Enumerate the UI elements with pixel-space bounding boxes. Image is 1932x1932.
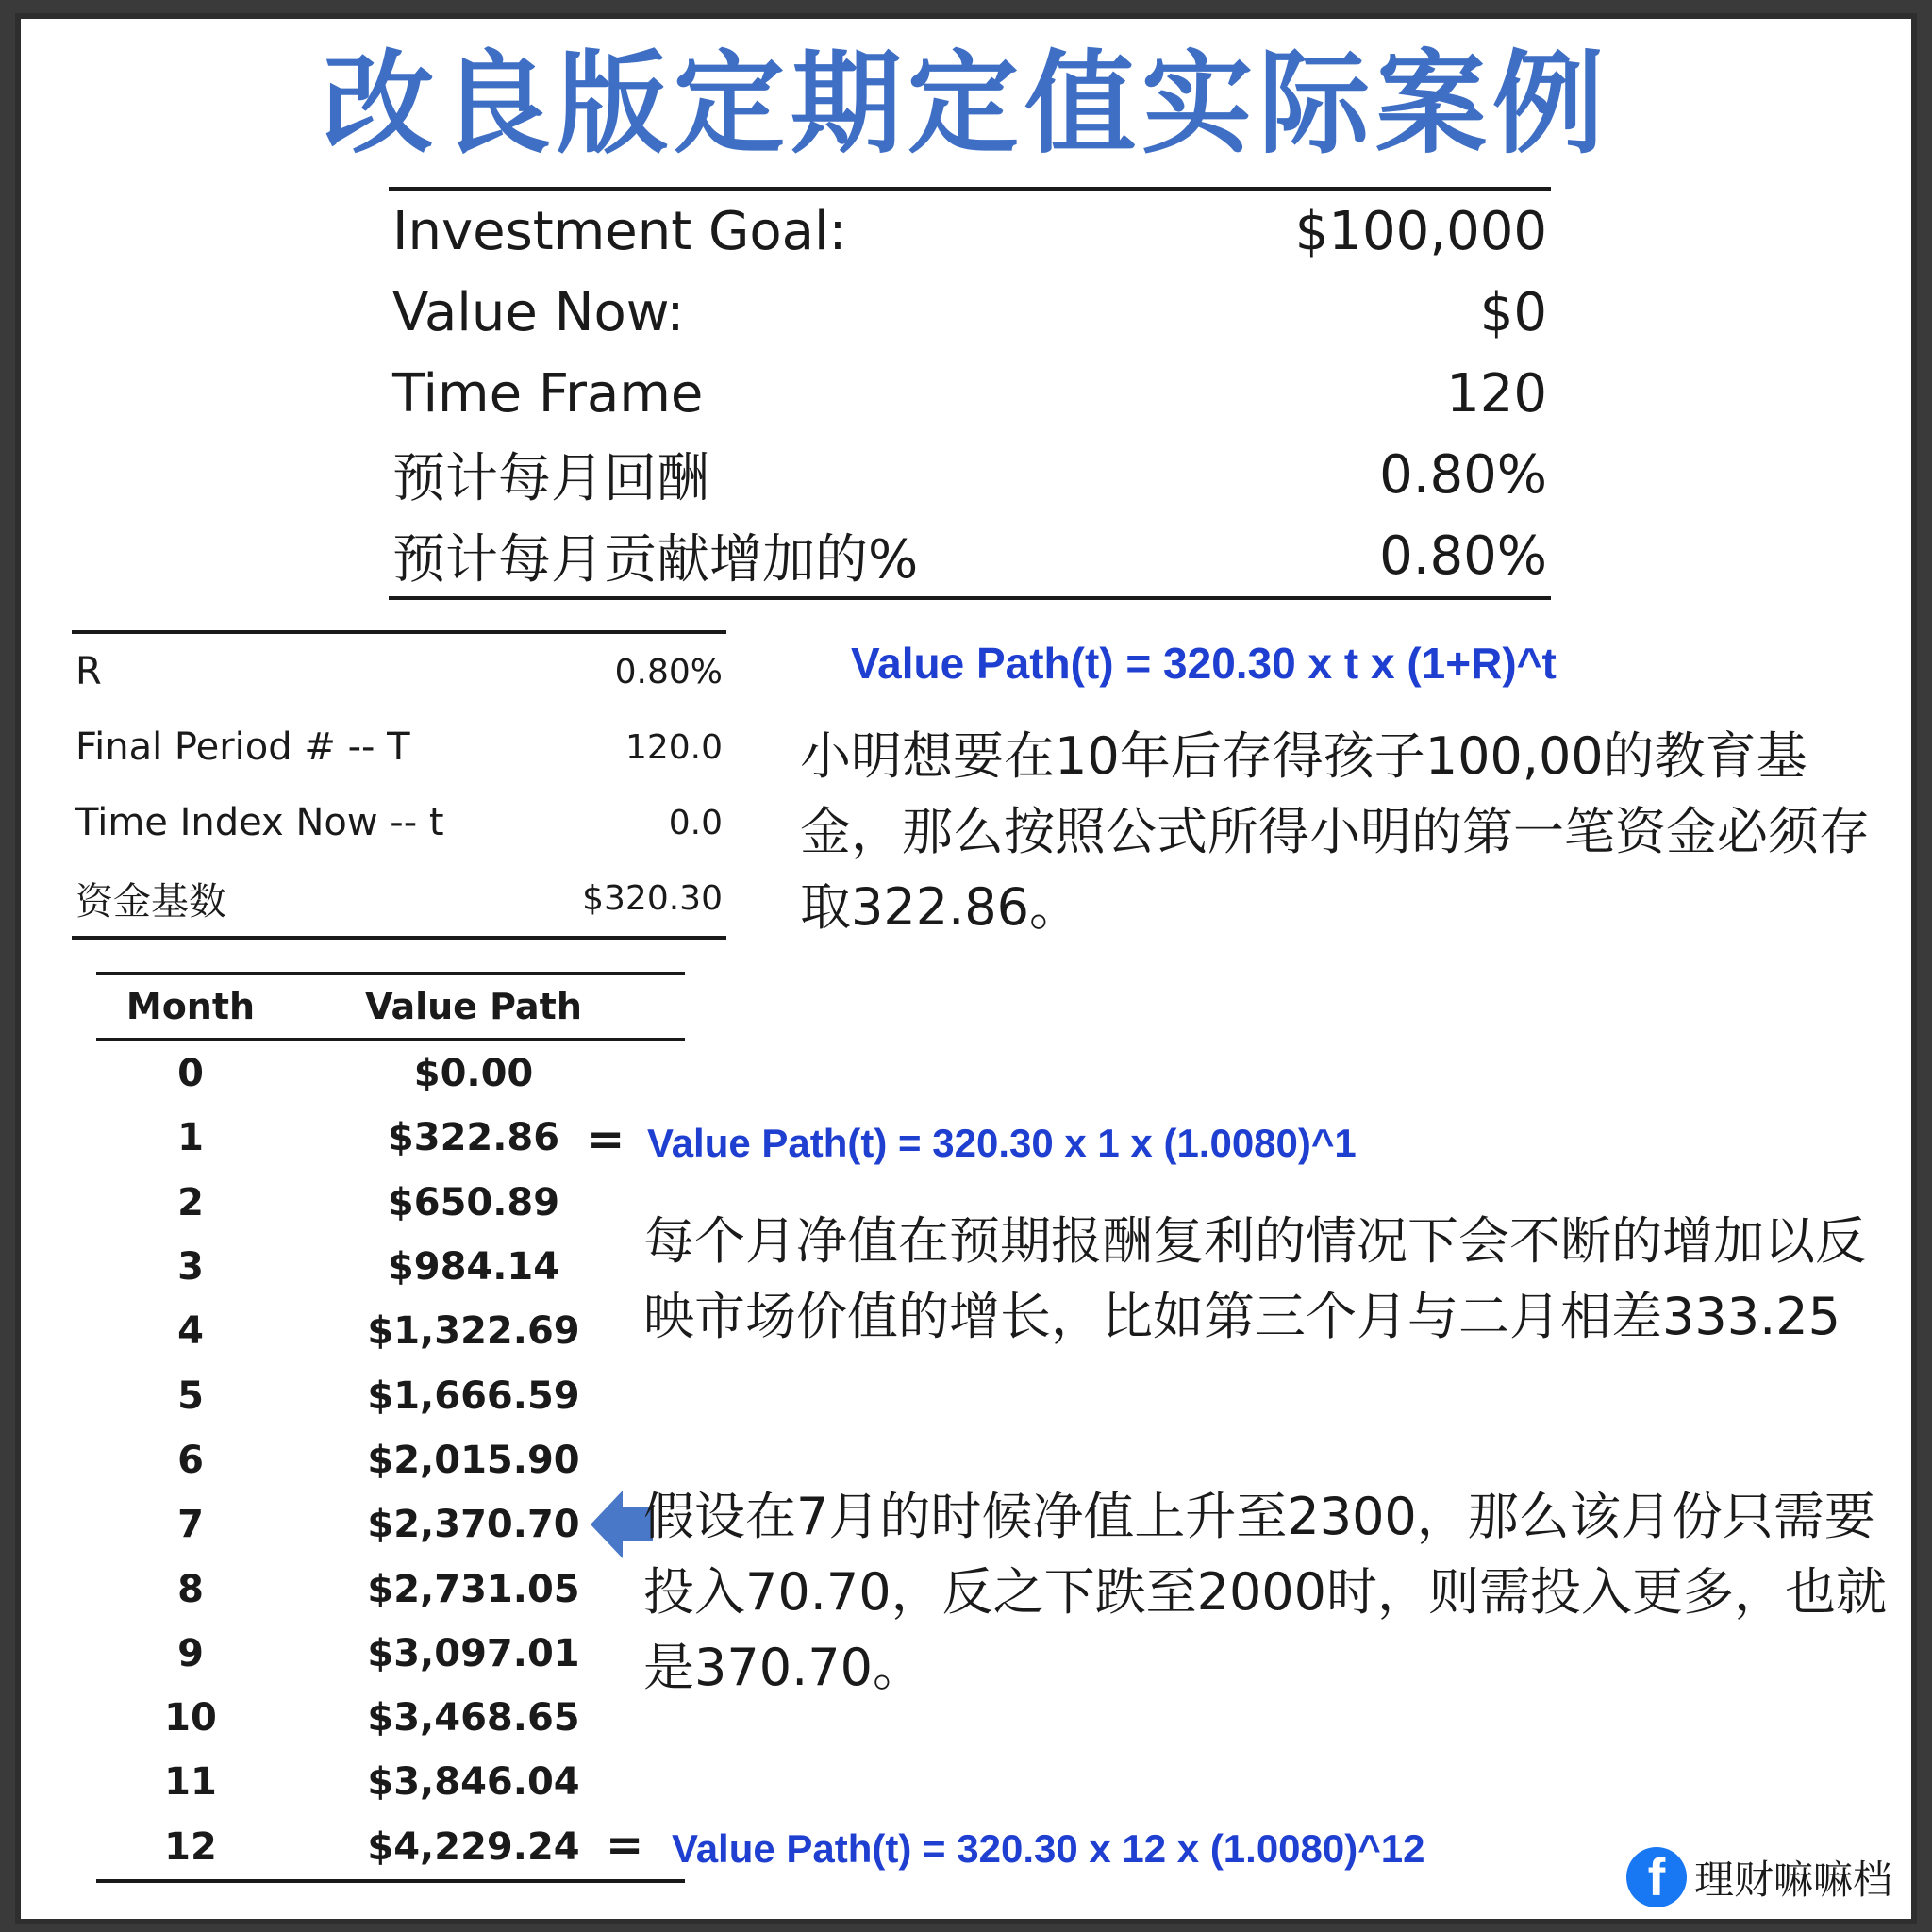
goal-label: 预计每月回酬 (392, 448, 709, 509)
value-cell: $2,731.05 (367, 1567, 580, 1611)
table-header (96, 975, 685, 1041)
value-cell: $650.89 (387, 1180, 560, 1224)
month-cell: 4 (177, 1309, 204, 1354)
goal-row (389, 353, 1551, 434)
facebook-icon: f (1626, 1847, 1687, 1907)
value-cell: $3,468.65 (367, 1696, 580, 1740)
parameters-table (72, 630, 726, 940)
month-cell: 8 (177, 1567, 204, 1611)
value-cell: $2,370.70 (367, 1503, 580, 1547)
month-cell: 9 (177, 1631, 204, 1675)
goal-value: $0 (1479, 281, 1547, 343)
month-cell: 10 (164, 1696, 217, 1740)
table-row (96, 1041, 685, 1106)
value-path-column-header: Value Path (365, 986, 582, 1027)
goal-label: Time Frame (392, 362, 704, 425)
param-label: Time Index Now -- t (75, 801, 444, 844)
value-cell: $322.86 (387, 1116, 560, 1160)
explanation-note-1: 小明想要在10年后存得孩子100,00的教育基金，那么按照公式所得小明的第一笔资金必须存取322.86。 (800, 726, 1870, 937)
value-cell: $0.00 (413, 1052, 534, 1096)
infographic-page (15, 13, 1917, 1924)
table-row (96, 1622, 685, 1686)
value-cell: $1,666.59 (367, 1374, 580, 1418)
param-row (72, 860, 726, 936)
month-cell: 5 (177, 1374, 204, 1418)
value-cell: $4,229.24 (367, 1824, 580, 1869)
param-label: R (75, 650, 102, 693)
equals-sign-month-1: = (587, 1113, 625, 1166)
month-cell: 1 (177, 1116, 204, 1160)
table-row (96, 1750, 685, 1814)
month-cell: 6 (177, 1438, 204, 1482)
param-value: 120.0 (625, 727, 723, 767)
goal-value: 0.80% (1379, 525, 1547, 587)
explanation-note-2: 每个月净值在预期报酬复利的情况下会不断的增加以反映市场价值的增长，比如第三个月与二月相差333.25 (643, 1211, 1866, 1346)
goal-label: Investment Goal: (392, 200, 847, 262)
table-row (96, 1363, 685, 1427)
param-label: 资金基数 (75, 879, 226, 924)
value-cell: $3,097.01 (367, 1631, 580, 1675)
brand-name: 理财嘛嘛档 (1693, 1857, 1892, 1903)
brand-watermark (1626, 1847, 1892, 1907)
page-title: 改良版定期定值实际案例 (322, 39, 1609, 169)
equals-sign-month-12: = (606, 1819, 644, 1872)
month-cell: 11 (164, 1760, 217, 1805)
goal-value: 120 (1446, 362, 1547, 425)
goal-row (389, 272, 1551, 353)
month-cell: 12 (164, 1824, 217, 1869)
table-row (96, 1171, 685, 1235)
table-row (96, 1235, 685, 1299)
param-row (72, 785, 726, 860)
param-row (72, 634, 726, 709)
table-row (96, 1299, 685, 1363)
param-value: $320.30 (582, 878, 723, 918)
param-row (72, 709, 726, 785)
goal-value: 0.80% (1379, 443, 1547, 506)
value-path-table (96, 972, 685, 1883)
month-cell: 7 (177, 1503, 204, 1547)
value-path-formula-month-12: Value Path(t) = 320.30 x 12 x (1.0080)^12 (672, 1826, 1425, 1871)
param-value: 0.0 (668, 803, 723, 842)
goal-summary-table (389, 187, 1551, 600)
param-value: 0.80% (614, 652, 723, 691)
value-cell: $2,015.90 (367, 1438, 580, 1482)
value-cell: $3,846.04 (367, 1760, 580, 1805)
month-cell: 2 (177, 1180, 204, 1224)
table-row (96, 1815, 685, 1879)
goal-row (389, 434, 1551, 515)
table-row (96, 1428, 685, 1492)
goal-row (389, 191, 1551, 272)
goal-row (389, 515, 1551, 596)
table-row (96, 1557, 685, 1621)
month-cell: 0 (177, 1052, 204, 1096)
month-cell: 3 (177, 1245, 204, 1290)
value-path-formula: Value Path(t) = 320.30 x t x (1+R)^t (851, 639, 1557, 688)
value-cell: $984.14 (387, 1245, 560, 1290)
goal-value: $100,000 (1294, 200, 1547, 262)
table-row (96, 1686, 685, 1750)
value-path-formula-month-1: Value Path(t) = 320.30 x 1 x (1.0080)^1 (647, 1121, 1357, 1165)
value-cell: $1,322.69 (367, 1309, 580, 1354)
explanation-note-3: 假设在7月的时候净值上升至2300，那么该月份只需要投入70.70，反之下跌至2000时，则需投入更多，也就是370.70。 (643, 1487, 1888, 1697)
month-column-header: Month (125, 986, 256, 1027)
goal-label: 预计每月贡献增加的% (392, 529, 919, 591)
param-label: Final Period # -- T (75, 725, 410, 769)
goal-label: Value Now: (392, 281, 685, 343)
